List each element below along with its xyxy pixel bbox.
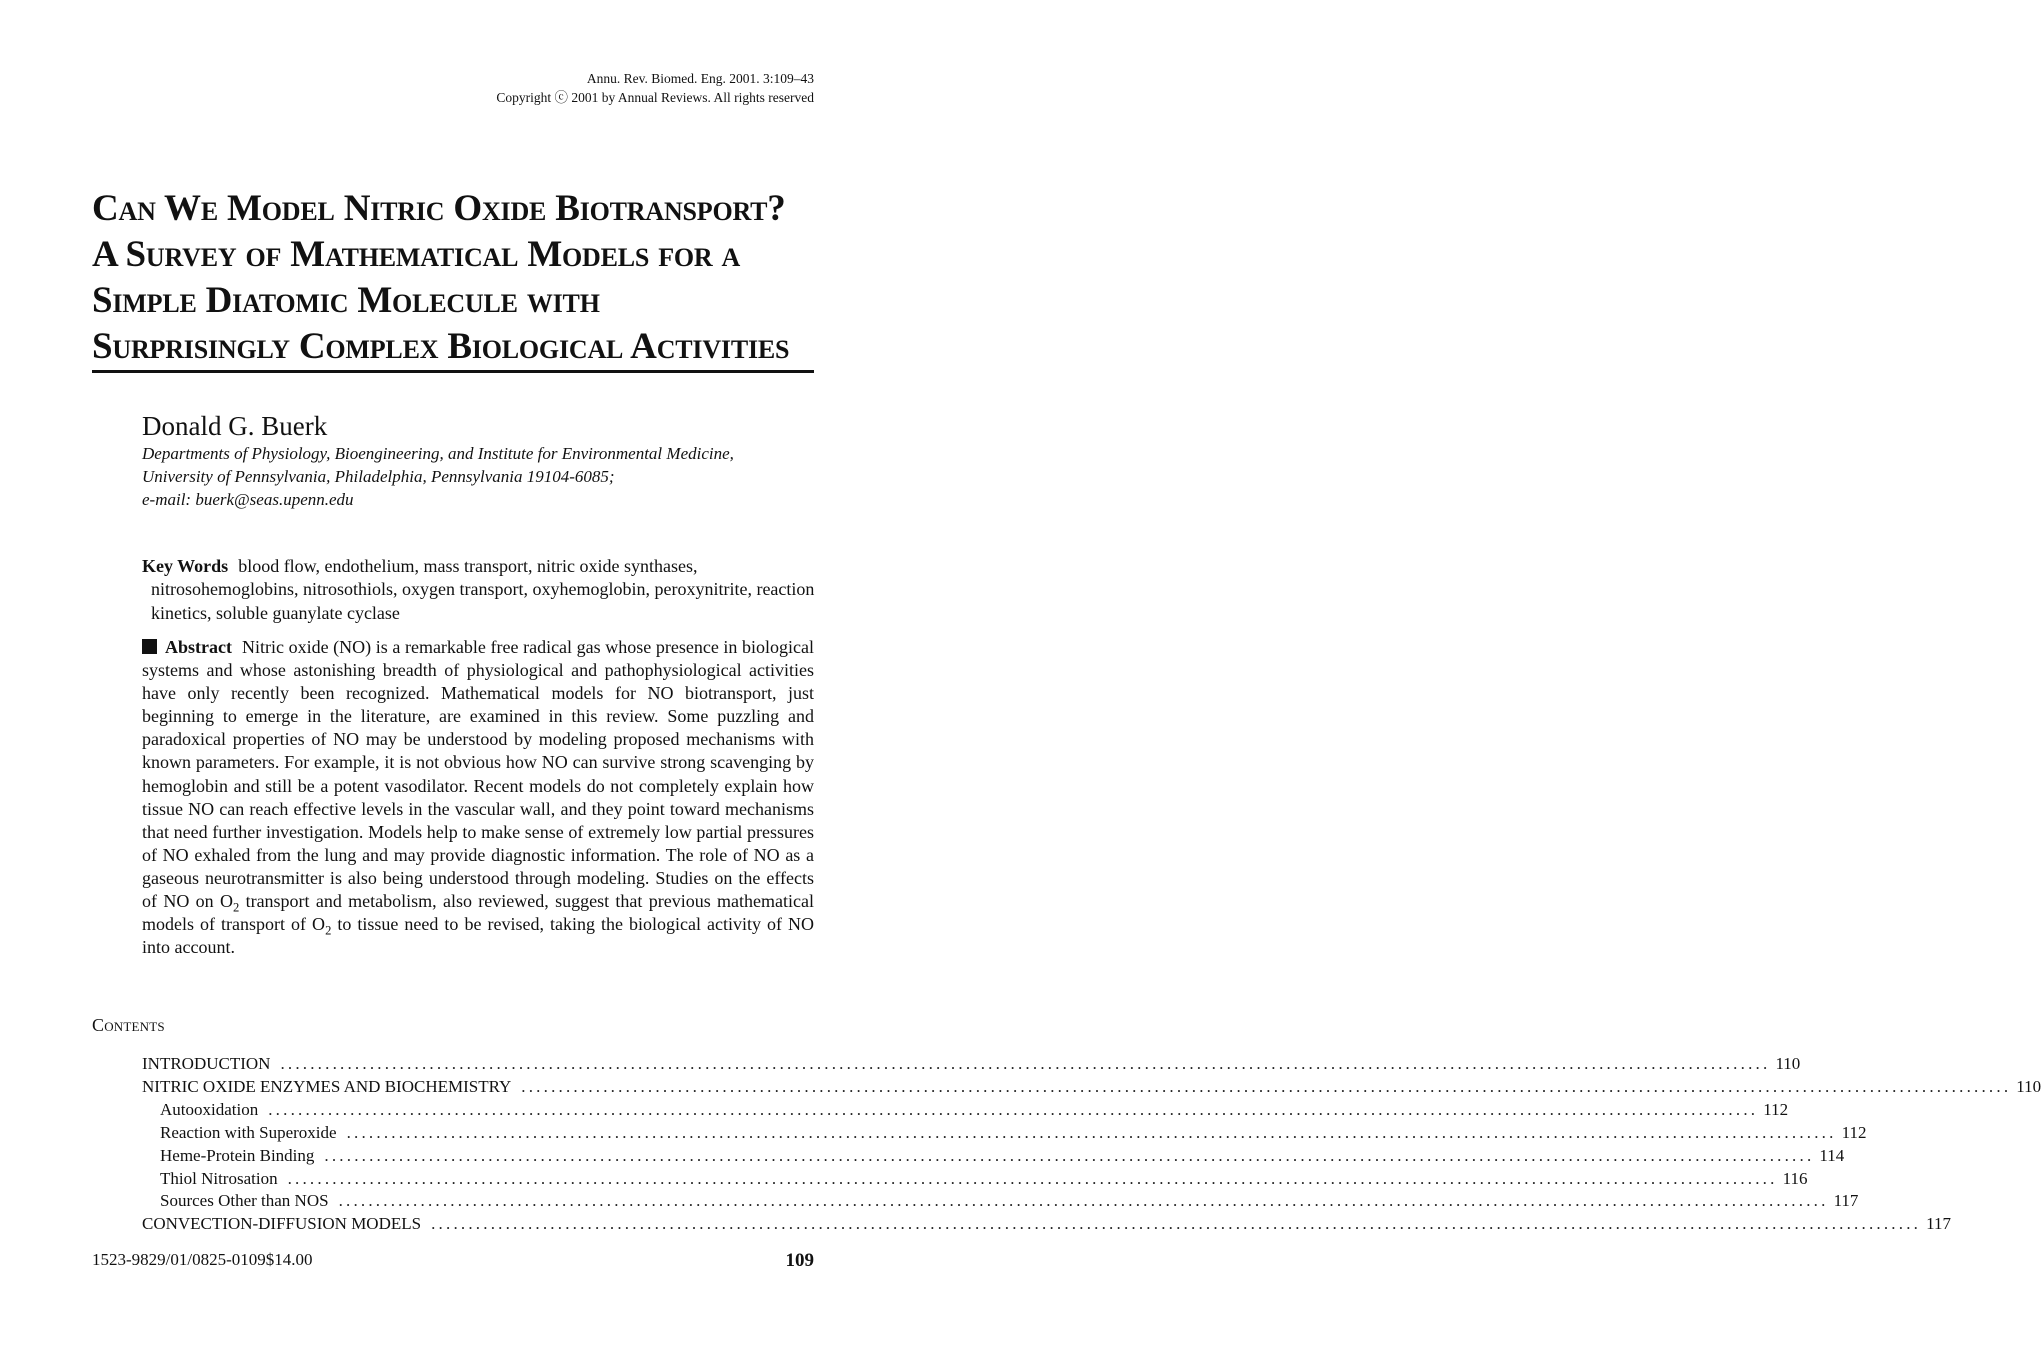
toc-entry-page: 110 [2016,1076,2041,1096]
toc-entry[interactable] [142,1099,1789,1122]
title-line: Simple Diatomic Molecule with [92,280,600,321]
toc-leader-dots: ........................................................................................................................................................................................................ [431,1214,1922,1234]
toc-entry-title: Thiol Nitrosation [160,1168,278,1188]
footer-code: 1523-9829/01/0825-0109$14.00 [92,1250,313,1269]
toc-leader-dots: ........................................................................................................................................................................................................ [521,1076,2012,1096]
title-line: Surprisingly Complex Biological Activities [92,326,790,367]
subscript: 2 [232,900,240,915]
title-line: Can We Model Nitric Oxide Biotransport? [92,188,786,229]
abstract-text: Nitric oxide (NO) is a remarkable free radical gas whose presence in biological systems and whose astonishing breadth of physiological and pathophysiological activities have only recently been recognized. Mathematical models for NO biotransport, just beginning to emerge in the literature, are examined in this review. Some puzzling and paradoxical properties of NO may be understood by modeling proposed mechanisms with known parameters. For example, it is not obvious how NO can survive strong scavenging by hemoglobin and still be a potent vasodilator. Recent models do not completely explain how tissue NO can reach effective levels in the vascular wall, and they point toward mechanisms that need further investigation. Models help to make sense of extremely low partial pressures of NO exhaled from the lung and may provide diagnostic information. The role of NO as a gaseous neurotransmitter is also being understood through modeling. Studies on the effects of NO on O [142,637,814,912]
toc-entry-page: 116 [1782,1168,1808,1188]
toc-entry-title: Autooxidation [160,1099,259,1119]
toc-entry[interactable] [142,1053,1801,1076]
toc-entry-title: NITRIC OXIDE ENZYMES AND BIOCHEMISTRY [142,1076,512,1096]
journal-header [496,69,814,107]
keywords-label: Key Words [142,556,229,576]
toc-leader-dots: ........................................................................................................................................................................................................ [268,1099,1759,1119]
keywords-text: blood flow, endothelium, mass transport, nitric oxide synthases, nitrosohemoglobins, nitrosothiols, oxygen transport, oxyhemoglobin, peroxynitrite, reaction kinetics, soluble guanylate cyclase [151,556,815,623]
affiliation-line: e-mail: buerk@seas.upenn.edu [142,490,354,509]
toc-entry-page: 117 [1833,1191,1859,1211]
abstract [142,636,814,959]
affiliation-line: Departments of Physiology, Bioengineering, and Institute for Environmental Medicine, [142,444,734,463]
title-rule [92,370,814,373]
copyright-line [496,88,814,107]
toc-leader-dots: ........................................................................................................................................................................................................ [287,1168,1778,1188]
author-name: Donald G. Buerk [142,411,328,441]
toc-entry-title: Sources Other than NOS [160,1191,329,1211]
toc-entry[interactable] [142,1168,1808,1191]
copyright-symbol: ⓒ [554,90,569,105]
toc-leader-dots: ........................................................................................................................................................................................................ [280,1054,1771,1073]
toc-entry[interactable] [142,1076,2041,1099]
citation: Annu. Rev. Biomed. Eng. 2001. 3:109–43 [586,71,814,86]
abstract-text: to tissue need to be revised, taking the biological activity of NO into account. [142,914,815,958]
toc-leader-dots: ........................................................................................................................................................................................................ [338,1191,1829,1211]
copyright-prefix: Copyright [496,90,552,105]
article-title [92,186,817,370]
toc-entry-title: Reaction with Superoxide [160,1122,337,1142]
toc-entry-page: 110 [1775,1054,1801,1073]
toc-entry-page: 117 [1926,1214,1951,1234]
table-of-contents [142,1053,2041,1236]
toc-entry[interactable] [142,1145,1845,1168]
toc-entry-page: 114 [1819,1145,1845,1165]
toc-entry[interactable] [142,1213,1951,1236]
toc-entry[interactable] [142,1190,1859,1213]
contents-heading: Contents [92,1015,165,1035]
author-affiliation [142,442,822,511]
toc-entry-title: CONVECTION-DIFFUSION MODELS [142,1214,422,1234]
abstract-label: Abstract [165,637,232,657]
toc-entry-page: 112 [1763,1099,1789,1119]
toc-entry[interactable] [142,1122,1867,1145]
toc-entry-title: INTRODUCTION [142,1054,271,1073]
page-number: 109 [785,1250,814,1271]
toc-leader-dots: ........................................................................................................................................................................................................ [346,1122,1837,1142]
copyright-suffix: 2001 by Annual Reviews. All rights reserved [571,90,814,105]
keywords [142,555,823,625]
subscript: 2 [325,923,332,938]
title-line: A Survey of Mathematical Models for a [92,234,741,275]
toc-entry-title: Heme-Protein Binding [160,1145,315,1165]
toc-leader-dots: ........................................................................................................................................................................................................ [324,1145,1815,1165]
abstract-text: transport and metabolism, also reviewed, suggest that previous mathematical models of transport of O [142,891,814,935]
toc-entry-page: 112 [1841,1122,1867,1142]
square-bullet-icon [142,639,157,654]
affiliation-line: University of Pennsylvania, Philadelphia, Pennsylvania 19104-6085; [142,467,615,486]
